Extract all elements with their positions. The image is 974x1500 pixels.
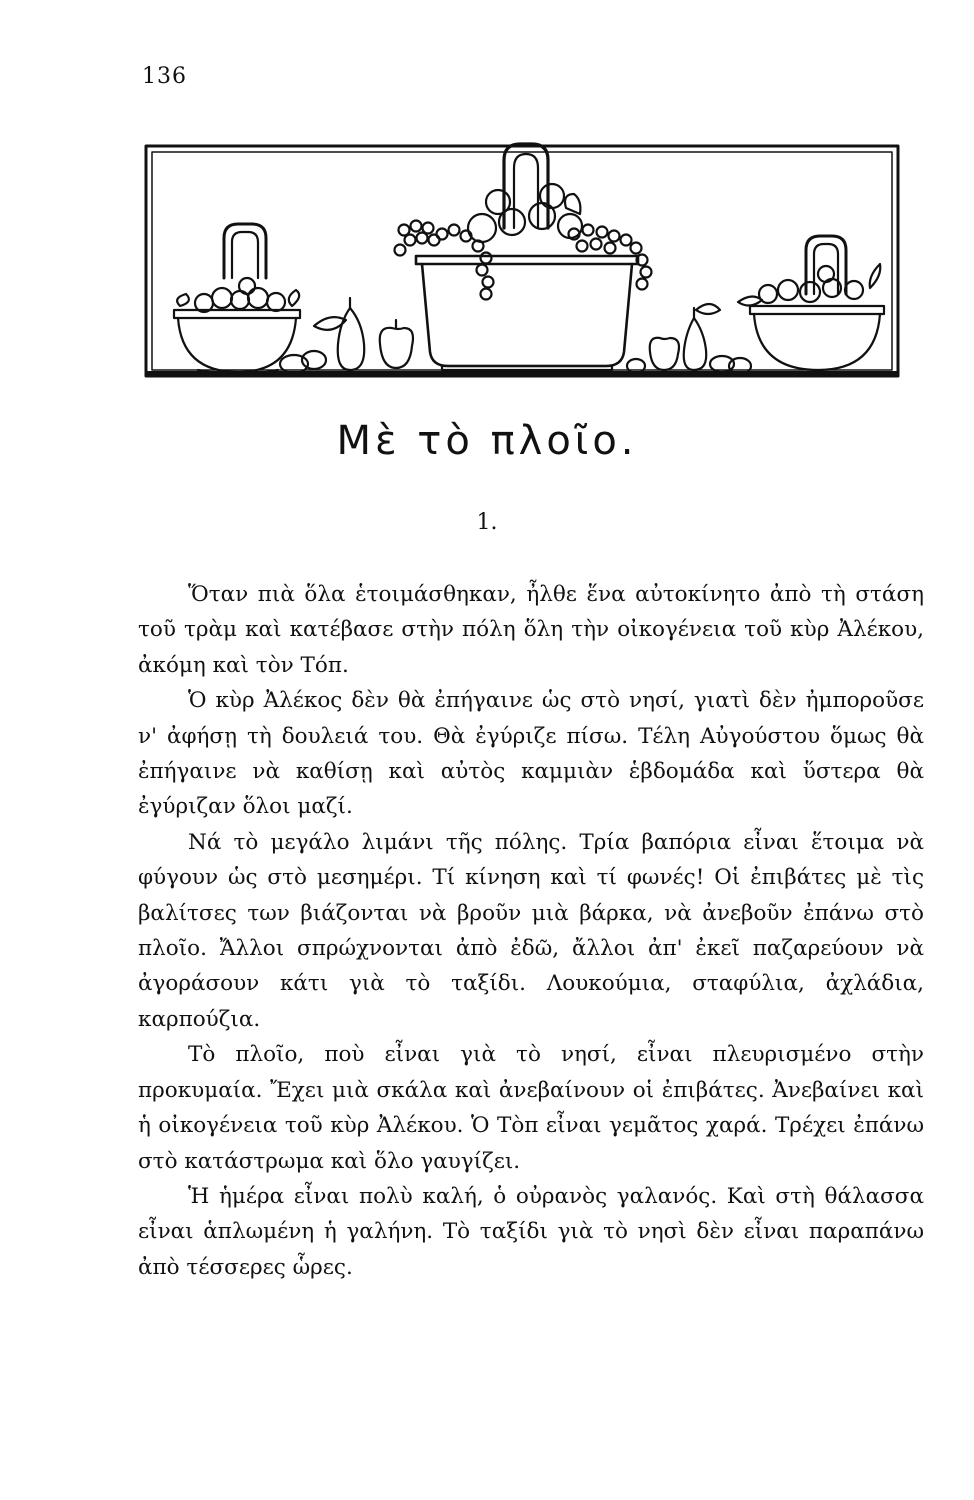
pear-icon (684, 304, 720, 370)
fruit-basket-icon (416, 144, 638, 370)
fruit-basket-icon (174, 224, 300, 374)
paragraph: Τὸ πλοῖο, ποὺ εἶναι γιὰ τὸ νησί, εἶναι πλευρισμένο στὴν προκυμαία. Ἔχει μιὰ σκάλα καὶ ἀνεβαίνουν οἱ ἐπιβάτες. Ἀνεβαίνει καὶ ἡ οἰκογένεια τοῦ κὺρ Ἀλέκου. Ὁ Τὸπ εἶναι γεμᾶτος χαρά. Τρέχει ἐπάνω στὸ κατάστρωμα καὶ ὅλο γαυγίζει. (138, 1042, 924, 1174)
section-number: 1. (476, 510, 498, 535)
paragraph: Ἡ ἡμέρα εἶναι πολὺ καλή, ὁ οὐρανὸς γαλανός. Καὶ στὴ θάλασσα εἶναι ἁπλωμένη ἡ γαλήνη. Τὸ ταξίδι γιὰ τὸ νησὶ δὲν εἶναι παραπάνω ἀπὸ τέσσερες ὧρες. (138, 1183, 924, 1280)
grapes-icon (395, 221, 652, 300)
apple-icon (380, 320, 413, 368)
paragraph: Ὁ κὺρ Ἀλέκος δὲν θὰ ἐπήγαινε ὡς στὸ νησί, γιατὶ δὲν ἠμποροῦσε ν' ἀφήσῃ τὴ δουλειά του. Θὰ ἐγύριζε πίσω. Τέλη Αὐγούστου ὅμως θὰ ἐπήγαινε νὰ καθίσῃ καὶ αὐτὸς καμμιὰν ἑβδομάδα καὶ ὕστερα θὰ ἐγύριζαν ὅλοι μαζί. (138, 688, 924, 820)
body-text (138, 577, 924, 1285)
fruit-basket-icon (738, 236, 884, 370)
chapter-title: Μὲ τὸ πλοῖο. (336, 418, 638, 464)
fruit-baskets-illustration (142, 138, 902, 382)
apple-icon (650, 338, 679, 370)
paragraph: Νά τὸ μεγάλο λιμάνι τῆς πόλης. Τρία βαπόρια εἶναι ἕτοιμα νὰ φύγουν ὡς στὸ μεσημέρι. Τί κίνηση καὶ τί φωνές! Οἱ ἐπιβάτες μὲ τὶς βαλίτσες των βιάζονται νὰ βροῦν μιὰ βάρκα, νὰ ἀνεβοῦν ἐπάνω στὸ πλοῖο. Ἄλλοι σπρώχνονται ἀπὸ ἐδῶ, ἄλλοι ἀπ' ἐκεῖ παζαρεύουν νὰ ἀγοράσουν κάτι γιὰ τὸ ταξίδι. Λουκούμια, σταφύλια, ἀχλάδια, καρπούζια. (138, 829, 924, 1032)
page-number: 136 (142, 64, 187, 89)
paragraph: Ὅταν πιὰ ὅλα ἑτοιμάσθηκαν, ἦλθε ἕνα αὐτοκίνητο ἀπὸ τὴ στάση τοῦ τρὰμ καὶ κατέβασε στὴν πόλη ὅλη τὴν οἰκογένεια τοῦ κὺρ Ἀλέκου, ἀκόμη καὶ τὸν Τόπ. (138, 582, 924, 678)
pear-icon (314, 298, 364, 370)
